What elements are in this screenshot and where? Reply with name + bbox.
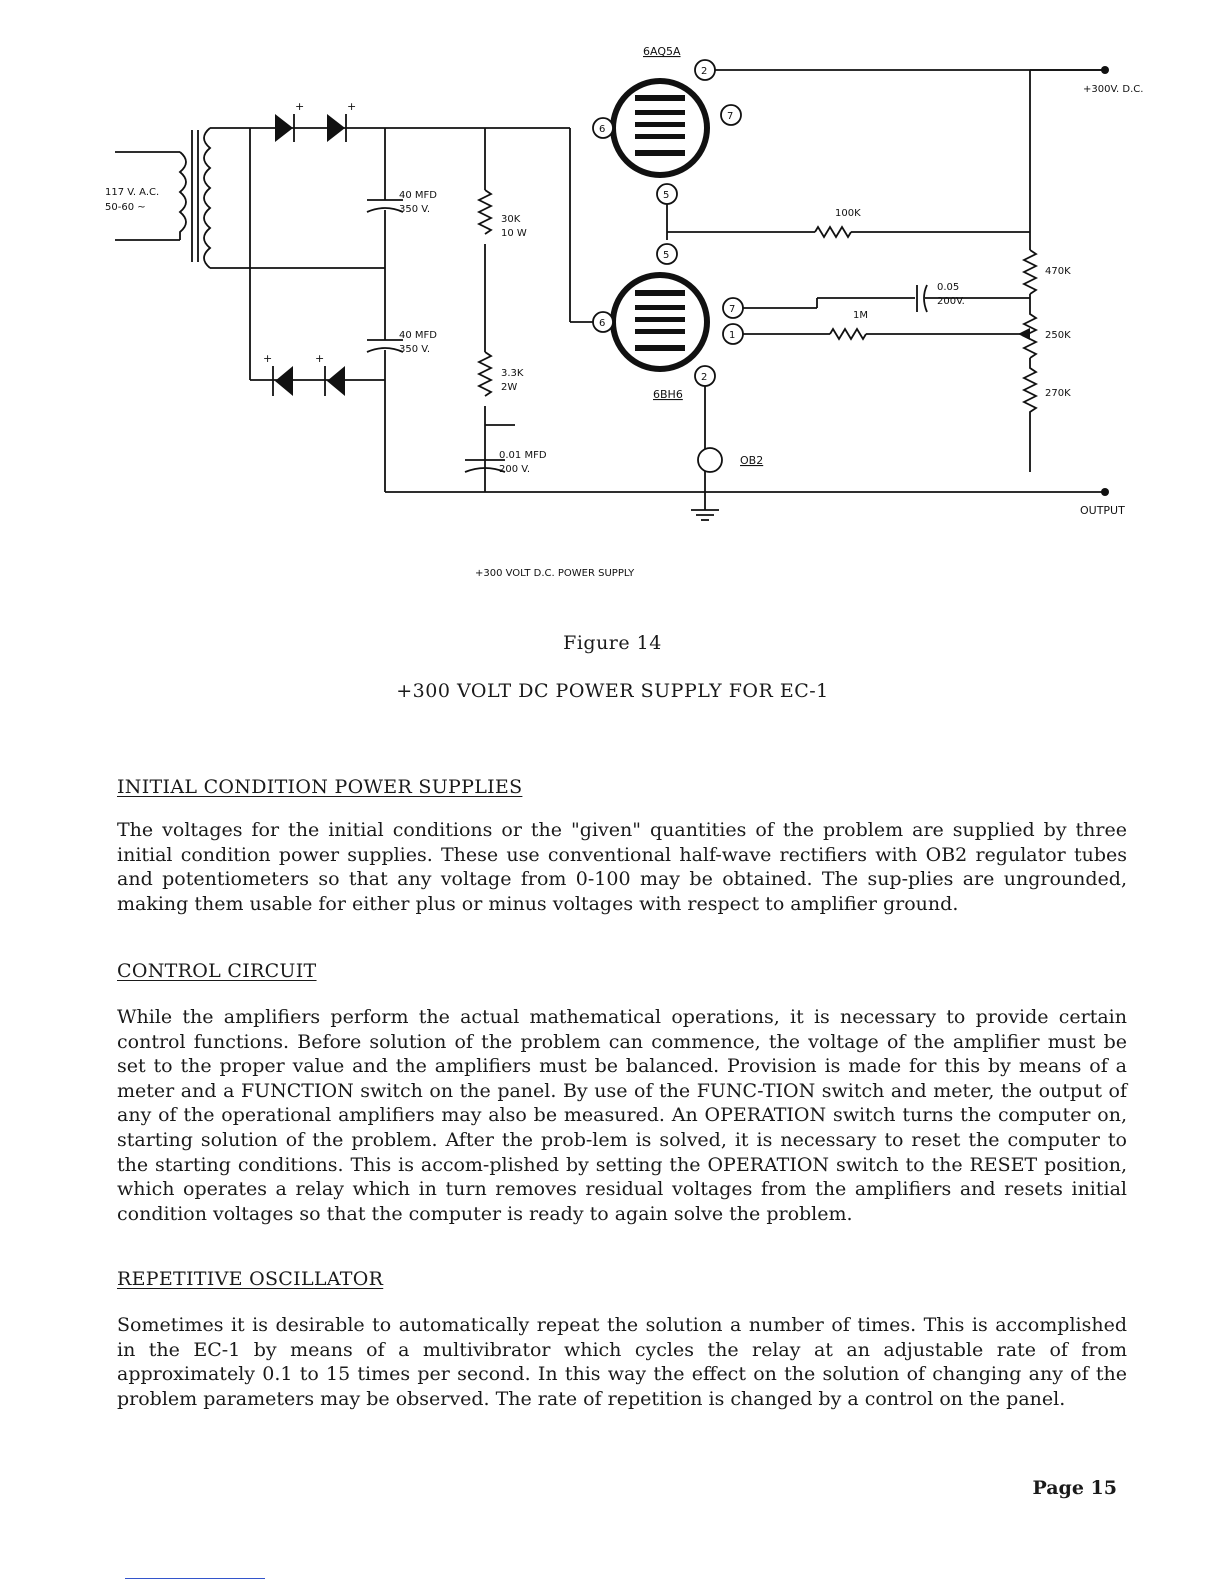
supply-caption: +300 VOLT D.C. POWER SUPPLY: [475, 568, 635, 579]
pin-1-label: 1: [729, 330, 736, 341]
res-3k3-watt-label: 2W: [501, 382, 518, 393]
mains-frequency-label: 50-60 ~: [105, 202, 146, 213]
tube-6aq5a-label: 6AQ5A: [643, 45, 681, 58]
cap4-value-label: 0.05: [937, 282, 960, 293]
res-270k-label: 270K: [1045, 388, 1071, 399]
res-30k-watt-label: 10 W: [501, 228, 527, 239]
tube-6bh6-label: 6BH6: [653, 388, 683, 401]
resistor-30k: [479, 190, 491, 234]
resistor-100k: [815, 227, 851, 237]
pin-6-label: 6: [599, 318, 606, 329]
output-label: OUTPUT: [1080, 504, 1125, 517]
cap3-value-label: 0.01 MFD: [499, 450, 547, 461]
res-470k-label: 470K: [1045, 266, 1071, 277]
footer-rule: [125, 1578, 265, 1579]
polarity-plus: +: [263, 352, 273, 365]
diode-icon: [275, 114, 294, 142]
res-1m-label: 1M: [853, 310, 868, 321]
output-terminal: [1101, 488, 1109, 496]
res-100k-label: 100K: [835, 208, 861, 219]
diode-icon: [325, 366, 345, 396]
pin-5-label: 5: [663, 250, 670, 261]
power-supply-schematic: [95, 40, 1185, 600]
transformer-icon: [180, 128, 210, 268]
vacuum-tube-6bh6-icon: [613, 275, 707, 369]
potentiometer-250k: [1024, 294, 1036, 358]
resistor-470k: [1024, 250, 1036, 294]
ob2-regulator-icon: [698, 448, 722, 472]
resistor-270k: [1024, 358, 1036, 472]
vacuum-tube-6aq5a-icon: [613, 81, 707, 175]
paragraph-initial-condition: The voltages for the initial conditions or the "given" quantities of the problem are supplied by three initial condition power supplies. These use conventional half-wave rectifiers with OB2 regulator tubes and potentiometers so that any voltage from 0-100 may be obtained. The sup-plies are ungrounded, making them usable for either plus or minus voltages with respect to amplifier ground.: [117, 819, 1127, 915]
output-terminal-300v: [1101, 66, 1109, 74]
pin-7-label: 7: [729, 304, 736, 315]
diode-icon: [327, 114, 346, 142]
heading-repetitive-oscillator: REPETITIVE OSCILLATOR: [117, 1268, 384, 1290]
heading-initial-condition: INITIAL CONDITION POWER SUPPLIES: [117, 776, 523, 798]
page-number: Page 15: [1032, 1477, 1117, 1499]
resistor-3k3: [479, 352, 491, 396]
resistor-1m: [830, 329, 866, 339]
res-3k3-label: 3.3K: [501, 368, 524, 379]
mains-voltage-label: 117 V. A.C.: [105, 187, 160, 198]
diode-icon: [273, 366, 293, 396]
res-30k-label: 30K: [501, 214, 521, 225]
cap4-voltage-label: 200V.: [937, 296, 965, 307]
cap2-value-label: 40 MFD: [399, 330, 437, 341]
cap1-value-label: 40 MFD: [399, 190, 437, 201]
paragraph-control-circuit: While the amplifiers perform the actual mathematical operations, it is necessary to provide certain control functions. Before solution of the problem can commence, the voltage of the amplifier must be set to the proper value and the amplifiers must be balanced. Provision is made for this by means of a meter and a FUNCTION switch on the panel. By use of the FUNC-TION switch and meter, the output of any of the operational amplifiers may also be measured. An OPERATION switch turns the computer on, starting solution of the problem. After the prob-lem is solved, it is necessary to reset the computer to the starting conditions. This is accom-plished by setting the OPERATION switch to the RESET position, which operates a relay which in turn removes residual voltages from the amplifiers and resets initial condition voltages so that the computer is ready to again solve the problem.: [117, 1006, 1127, 1225]
polarity-plus: +: [295, 100, 305, 113]
pin-7-label: 7: [727, 111, 734, 122]
cap3-voltage-label: 200 V.: [499, 464, 530, 475]
pin-6-label: 6: [599, 124, 606, 135]
polarity-plus: +: [347, 100, 357, 113]
polarity-plus: +: [315, 352, 325, 365]
pin-2-label: 2: [701, 66, 708, 77]
figure-number: Figure 14: [563, 632, 662, 654]
paragraph-repetitive-oscillator: Sometimes it is desirable to automatically repeat the solution a number of times. This is accomplished in the EC-1 by means of a multivibrator which cycles the relay at an adjustable rate of from approximately 0.1 to 15 times per second. In this way the effect on the solution of changing any of the problem parameters may be observed. The rate of repetition is changed by a control on the panel.: [117, 1314, 1127, 1410]
res-250k-label: 250K: [1045, 330, 1071, 341]
pin-2-label: 2: [701, 372, 708, 383]
cap1-voltage-label: 350 V.: [399, 204, 430, 215]
ob2-label: OB2: [740, 454, 764, 467]
pin-5-label: 5: [663, 190, 670, 201]
cap2-voltage-label: 350 V.: [399, 344, 430, 355]
heading-control-circuit: CONTROL CIRCUIT: [117, 960, 317, 982]
figure-title: +300 VOLT DC POWER SUPPLY FOR EC-1: [396, 680, 829, 702]
out-voltage-label: +300V. D.C.: [1083, 84, 1144, 95]
